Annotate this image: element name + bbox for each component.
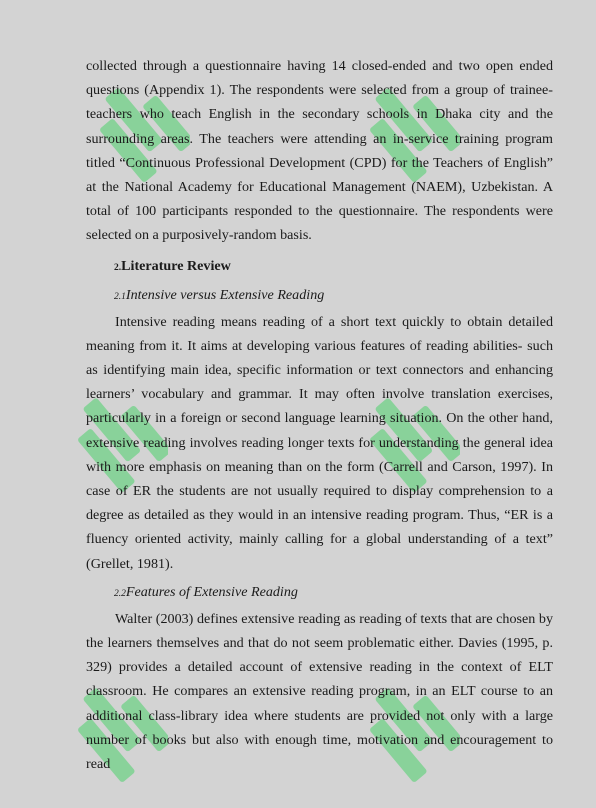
- features-paragraph: Walter (2003) defines extensive reading as reading of texts that are chosen by the learners themselves and that do not seem problematic either. Davies (1995, p. 329) provides a detailed account of extensive reading in the context of ELT classroom. He compares an extensive reading program, in an ELT course to an additional class-library idea where students are provided not only with a large number of books but also with enough time, motivation and encouragement to read: [86, 610, 553, 773]
- section-number: 2.: [114, 262, 122, 273]
- subsection-heading-features: [86, 578, 553, 607]
- subsection-number: 2.1: [114, 291, 126, 302]
- section-title: Literature Review: [121, 257, 231, 274]
- intensive-extensive-paragraph: Intensive reading means reading of a short text quickly to obtain detailed meaning from it. It aims at developing various features of reading abilities- such as identifying main idea, specific information or text connectors and enhancing learners’ vocabulary and grammar. It may often involve translation exercises, particularly in a foreign or second language learning situation. On the other hand, extensive reading involves reading longer texts for understanding the general idea with more emphasis on meaning than on the form (Carrell and Carson, 1997). In case of ER the students are not usually required to display comprehension to a degree as detailed as they would in an intensive reading program. Thus, “ER is a fluency oriented activity, mainly calling for a global understanding of a text” (Grellet, 1981).: [86, 313, 553, 572]
- intro-paragraph: collected through a questionnaire having 14 closed-ended and two open ended questions (Appendix 1). The respondents were selected from a group of trainee-teachers who teach English in the secondary schools in Dhaka city and the surrounding areas. The teachers were attending an in-service training program titled “Continuous Professional Development (CPD) for the Teachers of English” at the National Academy for Educational Management (NAEM), Uzbekistan. A total of 100 participants responded to the questionnaire. The respondents were selected on a purposively-random basis.: [86, 58, 553, 244]
- document-page: [86, 54, 553, 776]
- subsection-number: 2.2: [114, 588, 126, 599]
- section-heading-literature-review: [86, 252, 553, 281]
- subsection-heading-intensive-vs-extensive: [86, 281, 553, 310]
- subsection-title: Intensive versus Extensive Reading: [125, 286, 325, 303]
- subsection-title: Features of Extensive Reading: [125, 583, 298, 600]
